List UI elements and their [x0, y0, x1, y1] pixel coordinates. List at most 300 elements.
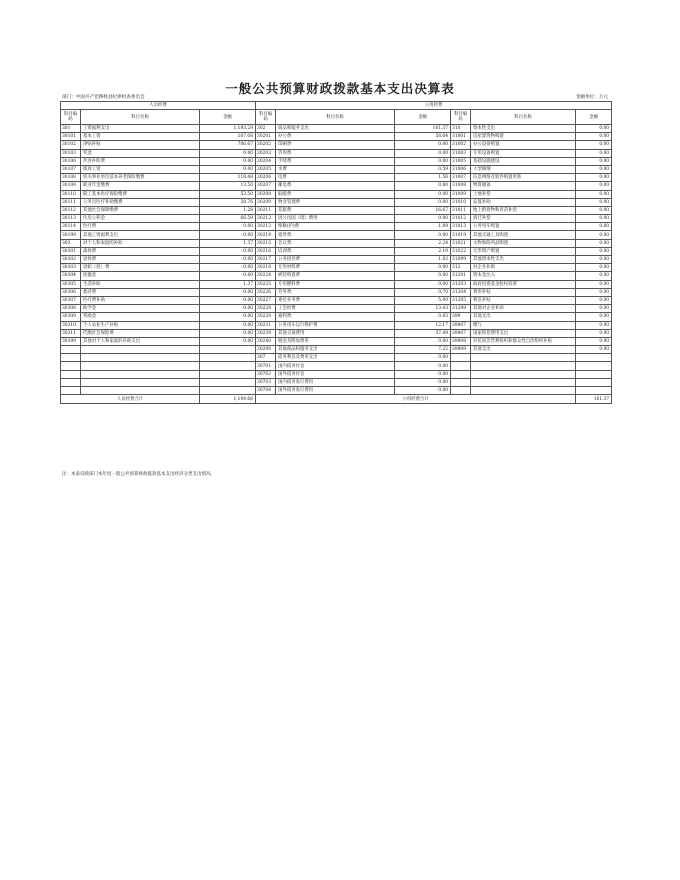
cell-amount: 0.00	[395, 215, 451, 223]
cell-code: 30111	[61, 198, 81, 206]
cell-code: 30309	[61, 313, 81, 321]
cell-amount: 0.00	[576, 239, 612, 247]
cell-amount: 161.37	[395, 125, 451, 133]
cell-amount: 0.00	[576, 280, 612, 288]
cell-name	[471, 362, 576, 370]
cell-amount	[576, 370, 612, 378]
cell-code: 30211	[256, 206, 276, 214]
cell-code: 30240	[256, 337, 276, 345]
cell-code	[451, 370, 471, 378]
cell-name: 因公出国（境）费用	[276, 215, 395, 223]
cell-code: 30102	[61, 141, 81, 149]
cell-name: 工会经费	[276, 305, 395, 313]
cell-amount: 0.00	[395, 354, 451, 362]
cell-name: 公务接待费	[276, 256, 395, 264]
cell-name: 其他工资福利支出	[81, 231, 200, 239]
cell-name	[471, 387, 576, 395]
cell-amount: 0.00	[576, 174, 612, 182]
cell-code: 39907	[451, 329, 471, 337]
cell-code: 30202	[256, 141, 276, 149]
cell-name: 培训费	[276, 247, 395, 255]
cell-code: 399	[451, 313, 471, 321]
cell-amount: 0.00	[200, 313, 256, 321]
cell-name: 其他支出	[471, 313, 576, 321]
cell-code: 30302	[61, 256, 81, 264]
cell-amount: 1.37	[200, 239, 256, 247]
col-header-name: 科目名称	[471, 110, 576, 125]
cell-amount: 706.67	[200, 141, 256, 149]
cell-code: 30226	[256, 288, 276, 296]
cell-amount: 1.02	[395, 256, 451, 264]
cell-code: 30209	[256, 198, 276, 206]
cell-code: 31009	[451, 190, 471, 198]
cell-name: 专用燃料费	[276, 280, 395, 288]
cell-name: 公务用车购置	[471, 223, 576, 231]
cell-amount: 0.00	[576, 206, 612, 214]
cell-name: 医疗费补助	[81, 296, 200, 304]
cell-amount: 2.24	[395, 239, 451, 247]
cell-amount: 0.00	[576, 182, 612, 190]
cell-amount: 0.00	[576, 296, 612, 304]
cell-amount: 16.67	[395, 206, 451, 214]
cell-code: 30399	[61, 337, 81, 345]
cell-amount: 37.49	[395, 329, 451, 337]
cell-code: 30304	[61, 272, 81, 280]
col-header-code: 科目编码	[61, 110, 81, 125]
cell-code: 31007	[451, 174, 471, 182]
cell-name: 公务用车运行维护费	[276, 321, 395, 329]
cell-code: 31203	[451, 280, 471, 288]
public-total-label: 公用经费合计	[256, 395, 576, 404]
cell-amount: 0.00	[395, 370, 451, 378]
cell-name: 抚恤金	[81, 272, 200, 280]
cell-code: 30704	[256, 387, 276, 395]
table-row	[61, 182, 612, 190]
cell-amount: 0.00	[200, 337, 256, 345]
cell-name: 被装购置费	[276, 272, 395, 280]
cell-code: 30231	[256, 321, 276, 329]
cell-amount: 0.00	[576, 337, 612, 345]
cell-code: 30227	[256, 296, 276, 304]
cell-name: 地上附着物和青苗补偿	[471, 206, 576, 214]
col-header-name: 科目名称	[81, 110, 200, 125]
cell-name	[471, 354, 576, 362]
cell-code: 303	[61, 239, 81, 247]
cell-code: 31013	[451, 223, 471, 231]
cell-code: 30229	[256, 313, 276, 321]
cell-name: 津贴补贴	[81, 141, 200, 149]
cell-name: 税金及附加费用	[276, 337, 395, 345]
cell-name: 对企业补助	[471, 264, 576, 272]
cell-code: 30311	[61, 329, 81, 337]
cell-name: 邮电费	[276, 182, 395, 190]
cell-code: 30701	[256, 362, 276, 370]
cell-name: 离休费	[81, 247, 200, 255]
cell-name: 职工基本医疗保险缴费	[81, 190, 200, 198]
cell-name: 国外债务付息	[276, 370, 395, 378]
cell-code	[451, 378, 471, 386]
cell-amount: 0.00	[200, 231, 256, 239]
cell-amount	[200, 387, 256, 395]
cell-name: 职业年金缴费	[81, 182, 200, 190]
cell-code: 31022	[451, 247, 471, 255]
cell-code	[61, 370, 81, 378]
cell-amount: 0.00	[576, 305, 612, 313]
cell-code: 30212	[256, 215, 276, 223]
cell-amount: 0.00	[576, 125, 612, 133]
cell-amount: 0.00	[395, 378, 451, 386]
cell-name: 差旅费	[276, 206, 395, 214]
cell-code: 30301	[61, 247, 81, 255]
table-row	[61, 256, 612, 264]
table-row	[61, 133, 612, 141]
cell-code: 302	[256, 125, 276, 133]
cell-name: 会议费	[276, 239, 395, 247]
cell-code: 30703	[256, 378, 276, 386]
cell-amount: 0.00	[576, 141, 612, 149]
cell-name	[81, 387, 200, 395]
table-row	[61, 215, 612, 223]
cell-name	[81, 378, 200, 386]
cell-name: 取暖费	[276, 190, 395, 198]
cell-amount: 13.43	[395, 305, 451, 313]
cell-code: 30205	[256, 165, 276, 173]
cell-amount: 107.08	[200, 133, 256, 141]
cell-amount: 0.00	[576, 256, 612, 264]
cell-code: 39999	[451, 346, 471, 354]
cell-amount: 0.00	[200, 272, 256, 280]
table-row	[61, 346, 612, 354]
cell-code: 310	[451, 125, 471, 133]
cell-amount: 0.00	[576, 321, 612, 329]
cell-name: 资本金注入	[471, 272, 576, 280]
cell-amount: 0.00	[200, 288, 256, 296]
cell-code: 31003	[451, 149, 471, 157]
table-row	[61, 280, 612, 288]
cell-code: 39907	[451, 321, 471, 329]
cell-name: 奖励金	[81, 313, 200, 321]
cell-amount: 0.00	[395, 362, 451, 370]
cell-name: 救济费	[81, 288, 200, 296]
cell-code: 30306	[61, 288, 81, 296]
cell-code: 31006	[451, 165, 471, 173]
cell-amount: 1.37	[200, 280, 256, 288]
cell-amount: 0.00	[200, 305, 256, 313]
cell-amount: 0.00	[395, 141, 451, 149]
cell-amount: 0.00	[200, 264, 256, 272]
page-title: 一般公共预算财政拨款基本支出决算表	[225, 81, 455, 96]
cell-amount: 0.00	[200, 296, 256, 304]
cell-amount: 0.00	[200, 149, 256, 157]
cell-amount	[576, 362, 612, 370]
cell-name: 土地补偿	[471, 190, 576, 198]
cell-amount	[200, 378, 256, 386]
cell-name: 商品和服务支出	[276, 125, 395, 133]
cell-name: 无形资产购置	[471, 247, 576, 255]
cell-amount: 66.59	[200, 215, 256, 223]
cell-name: 国内债务付息	[276, 362, 395, 370]
table-row	[61, 125, 612, 133]
table-row	[61, 362, 612, 370]
cell-amount: 0.00	[576, 247, 612, 255]
cell-amount: 0.00	[576, 329, 612, 337]
cell-name	[81, 354, 200, 362]
cell-code: 30214	[256, 231, 276, 239]
cell-name: 国家赔偿费用支出	[471, 329, 576, 337]
cell-amount: 0.00	[200, 329, 256, 337]
table-note: 注：本表反映部门本年度一般公共预算财政拨款基本支出经济分类支出情况。	[62, 472, 215, 477]
cell-amount: 2.10	[395, 247, 451, 255]
cell-code: 30103	[61, 149, 81, 157]
cell-code: 31010	[451, 198, 471, 206]
cell-name: 机关事业单位基本养老保险缴费	[81, 174, 200, 182]
cell-amount: 0.00	[200, 157, 256, 165]
cell-code: 31005	[451, 157, 471, 165]
cell-name: 费用补贴	[471, 288, 576, 296]
cell-code: 31011	[451, 206, 471, 214]
cell-code: 30107	[61, 165, 81, 173]
cell-name	[81, 362, 200, 370]
col-header-amount: 金额	[395, 110, 451, 125]
cell-amount: 0.00	[395, 198, 451, 206]
cell-code: 31012	[451, 215, 471, 223]
cell-code	[61, 354, 81, 362]
cell-code: 30106	[61, 157, 81, 165]
cell-code: 30299	[256, 346, 276, 354]
cell-name: 退职（役）费	[81, 264, 200, 272]
cell-name: 资本性支出	[471, 125, 576, 133]
cell-code: 30199	[61, 231, 81, 239]
cell-code: 31019	[451, 231, 471, 239]
table-row	[61, 247, 612, 255]
cell-code: 30213	[256, 223, 276, 231]
table-row	[61, 296, 612, 304]
cell-name: 咨询费	[276, 149, 395, 157]
cell-name: 信息网络及软件购置更新	[471, 174, 576, 182]
table-row	[61, 223, 612, 231]
cell-code: 30224	[256, 272, 276, 280]
table-row	[61, 239, 612, 247]
cell-name: 安置补助	[471, 198, 576, 206]
cell-name: 基本工资	[81, 133, 200, 141]
public-total-value: 161.37	[576, 395, 612, 404]
cell-code: 30303	[61, 264, 81, 272]
cell-amount: 12.17	[395, 321, 451, 329]
cell-amount: 0.00	[576, 215, 612, 223]
cell-code: 30114	[61, 223, 81, 231]
cell-name	[471, 370, 576, 378]
cell-code: 30112	[61, 206, 81, 214]
cell-amount: 0.00	[200, 256, 256, 264]
cell-name: 电费	[276, 174, 395, 182]
cell-amount: 0.59	[395, 165, 451, 173]
cell-code: 31001	[451, 133, 471, 141]
cell-amount	[200, 346, 256, 354]
cell-code: 30215	[256, 239, 276, 247]
cell-code: 30228	[256, 305, 276, 313]
cell-code: 301	[61, 125, 81, 133]
table-row	[61, 190, 612, 198]
cell-code: 30225	[256, 280, 276, 288]
personnel-section-header: 人员经费	[61, 102, 256, 110]
table-row	[61, 272, 612, 280]
cell-code	[61, 362, 81, 370]
cell-code: 31002	[451, 141, 471, 149]
cell-amount: 1.09	[395, 223, 451, 231]
cell-code: 39908	[451, 337, 471, 345]
cell-code: 30207	[256, 182, 276, 190]
cell-name: 其他对企业补助	[471, 305, 576, 313]
table-row	[61, 313, 612, 321]
table-row	[61, 198, 612, 206]
cell-code: 31205	[451, 296, 471, 304]
cell-name: 其他交通费用	[276, 329, 395, 337]
cell-amount: 0.00	[200, 247, 256, 255]
cell-amount: 0.00	[395, 149, 451, 157]
cell-amount: 0.70	[395, 288, 451, 296]
cell-amount: 0.00	[395, 272, 451, 280]
cell-amount: 118.48	[200, 174, 256, 182]
cell-code: 30113	[61, 215, 81, 223]
table-row	[61, 378, 612, 386]
cell-amount: 0.00	[200, 321, 256, 329]
cell-name: 住房公积金	[81, 215, 200, 223]
table-row	[61, 329, 612, 337]
cell-name: 个人农业生产补贴	[81, 321, 200, 329]
table-row	[61, 141, 612, 149]
cell-code: 30203	[256, 149, 276, 157]
cell-amount: 0.00	[576, 133, 612, 141]
cell-code: 30101	[61, 133, 81, 141]
cell-name: 福利费	[276, 313, 395, 321]
cell-code	[61, 387, 81, 395]
cell-name: 专用设备购置	[471, 149, 576, 157]
cell-amount: 0.00	[576, 223, 612, 231]
cell-code	[61, 378, 81, 386]
cell-code: 30308	[61, 305, 81, 313]
cell-amount: 0.80	[395, 182, 451, 190]
cell-amount: 5.00	[395, 296, 451, 304]
cell-code: 30108	[61, 174, 81, 182]
cell-name: 其他交通工具购置	[471, 231, 576, 239]
expenditure-table	[60, 101, 612, 404]
cell-name: 其他支出	[471, 346, 576, 354]
personnel-total-value: 1,194.66	[200, 395, 256, 404]
cell-amount: 0.00	[576, 346, 612, 354]
cell-name: 劳务费	[276, 288, 395, 296]
cell-code: 31021	[451, 239, 471, 247]
cell-name: 拆迁补偿	[471, 215, 576, 223]
cell-name: 赠与	[471, 321, 576, 329]
cell-name: 办公费	[276, 133, 395, 141]
cell-amount: 0.00	[576, 190, 612, 198]
col-header-code: 科目编码	[451, 110, 471, 125]
cell-name	[81, 346, 200, 354]
cell-code	[451, 354, 471, 362]
cell-code: 31008	[451, 182, 471, 190]
cell-name: 手续费	[276, 157, 395, 165]
cell-name: 租赁费	[276, 231, 395, 239]
col-header-code: 科目编码	[256, 110, 276, 125]
cell-name: 利息补贴	[471, 296, 576, 304]
cell-code: 30218	[256, 264, 276, 272]
cell-name: 代缴社会保险费	[81, 329, 200, 337]
cell-name: 文物和陈列品购置	[471, 239, 576, 247]
cell-code: 30310	[61, 321, 81, 329]
cell-code: 30204	[256, 157, 276, 165]
cell-amount: 0.00	[576, 198, 612, 206]
table-row	[61, 288, 612, 296]
cell-amount: 0.00	[576, 288, 612, 296]
cell-name: 大型修缮	[471, 165, 576, 173]
cell-amount	[576, 354, 612, 362]
cell-name: 国内债务发行费用	[276, 378, 395, 386]
cell-amount: 53.50	[200, 190, 256, 198]
col-header-amount: 金额	[200, 110, 256, 125]
cell-code: 307	[256, 354, 276, 362]
cell-name: 生活补助	[81, 280, 200, 288]
cell-amount: 1.56	[395, 174, 451, 182]
cell-amount: 0.00	[395, 264, 451, 272]
cell-name: 其他商品和服务支出	[276, 346, 395, 354]
cell-name: 其他资本性支出	[471, 256, 576, 264]
cell-name: 印刷费	[276, 141, 395, 149]
cell-name: 委托业务费	[276, 296, 395, 304]
cell-amount: 0.00	[576, 149, 612, 157]
cell-amount: 0.65	[395, 313, 451, 321]
cell-amount: 0.00	[200, 223, 256, 231]
totals-row	[61, 395, 612, 404]
cell-name: 绩效工资	[81, 165, 200, 173]
cell-name: 公务员医疗补助缴费	[81, 198, 200, 206]
cell-name: 伙食补助费	[81, 157, 200, 165]
public-section-header: 公用经费	[256, 102, 612, 110]
col-header-name: 科目名称	[276, 110, 395, 125]
cell-name: 工资福利支出	[81, 125, 200, 133]
cell-code: 30217	[256, 256, 276, 264]
cell-name: 物业管理费	[276, 198, 395, 206]
cell-amount: 0.00	[395, 387, 451, 395]
cell-amount: 7.22	[395, 346, 451, 354]
cell-name: 国外债务发行费用	[276, 387, 395, 395]
cell-name: 专用材料费	[276, 264, 395, 272]
cell-amount: 58.64	[395, 133, 451, 141]
cell-name: 其他对个人和家庭的补助支出	[81, 337, 200, 345]
cell-name: 办公设备购置	[471, 141, 576, 149]
cell-name	[471, 378, 576, 386]
cell-code: 30201	[256, 133, 276, 141]
cell-code	[61, 346, 81, 354]
cell-amount: 0.00	[576, 313, 612, 321]
cell-code: 30206	[256, 174, 276, 182]
cell-amount	[200, 362, 256, 370]
cell-code: 31299	[451, 305, 471, 313]
cell-amount: 13.50	[200, 182, 256, 190]
cell-code	[451, 362, 471, 370]
cell-name: 房屋建筑物购建	[471, 133, 576, 141]
table-row	[61, 149, 612, 157]
cell-amount	[200, 370, 256, 378]
cell-amount: 0.00	[395, 231, 451, 239]
cell-name: 政府投资基金股权投资	[471, 280, 576, 288]
cell-code: 30307	[61, 296, 81, 304]
cell-name: 水费	[276, 165, 395, 173]
cell-name: 物资储备	[471, 182, 576, 190]
cell-amount	[576, 378, 612, 386]
cell-amount	[576, 387, 612, 395]
cell-amount: 0.00	[395, 190, 451, 198]
table-row	[61, 264, 612, 272]
